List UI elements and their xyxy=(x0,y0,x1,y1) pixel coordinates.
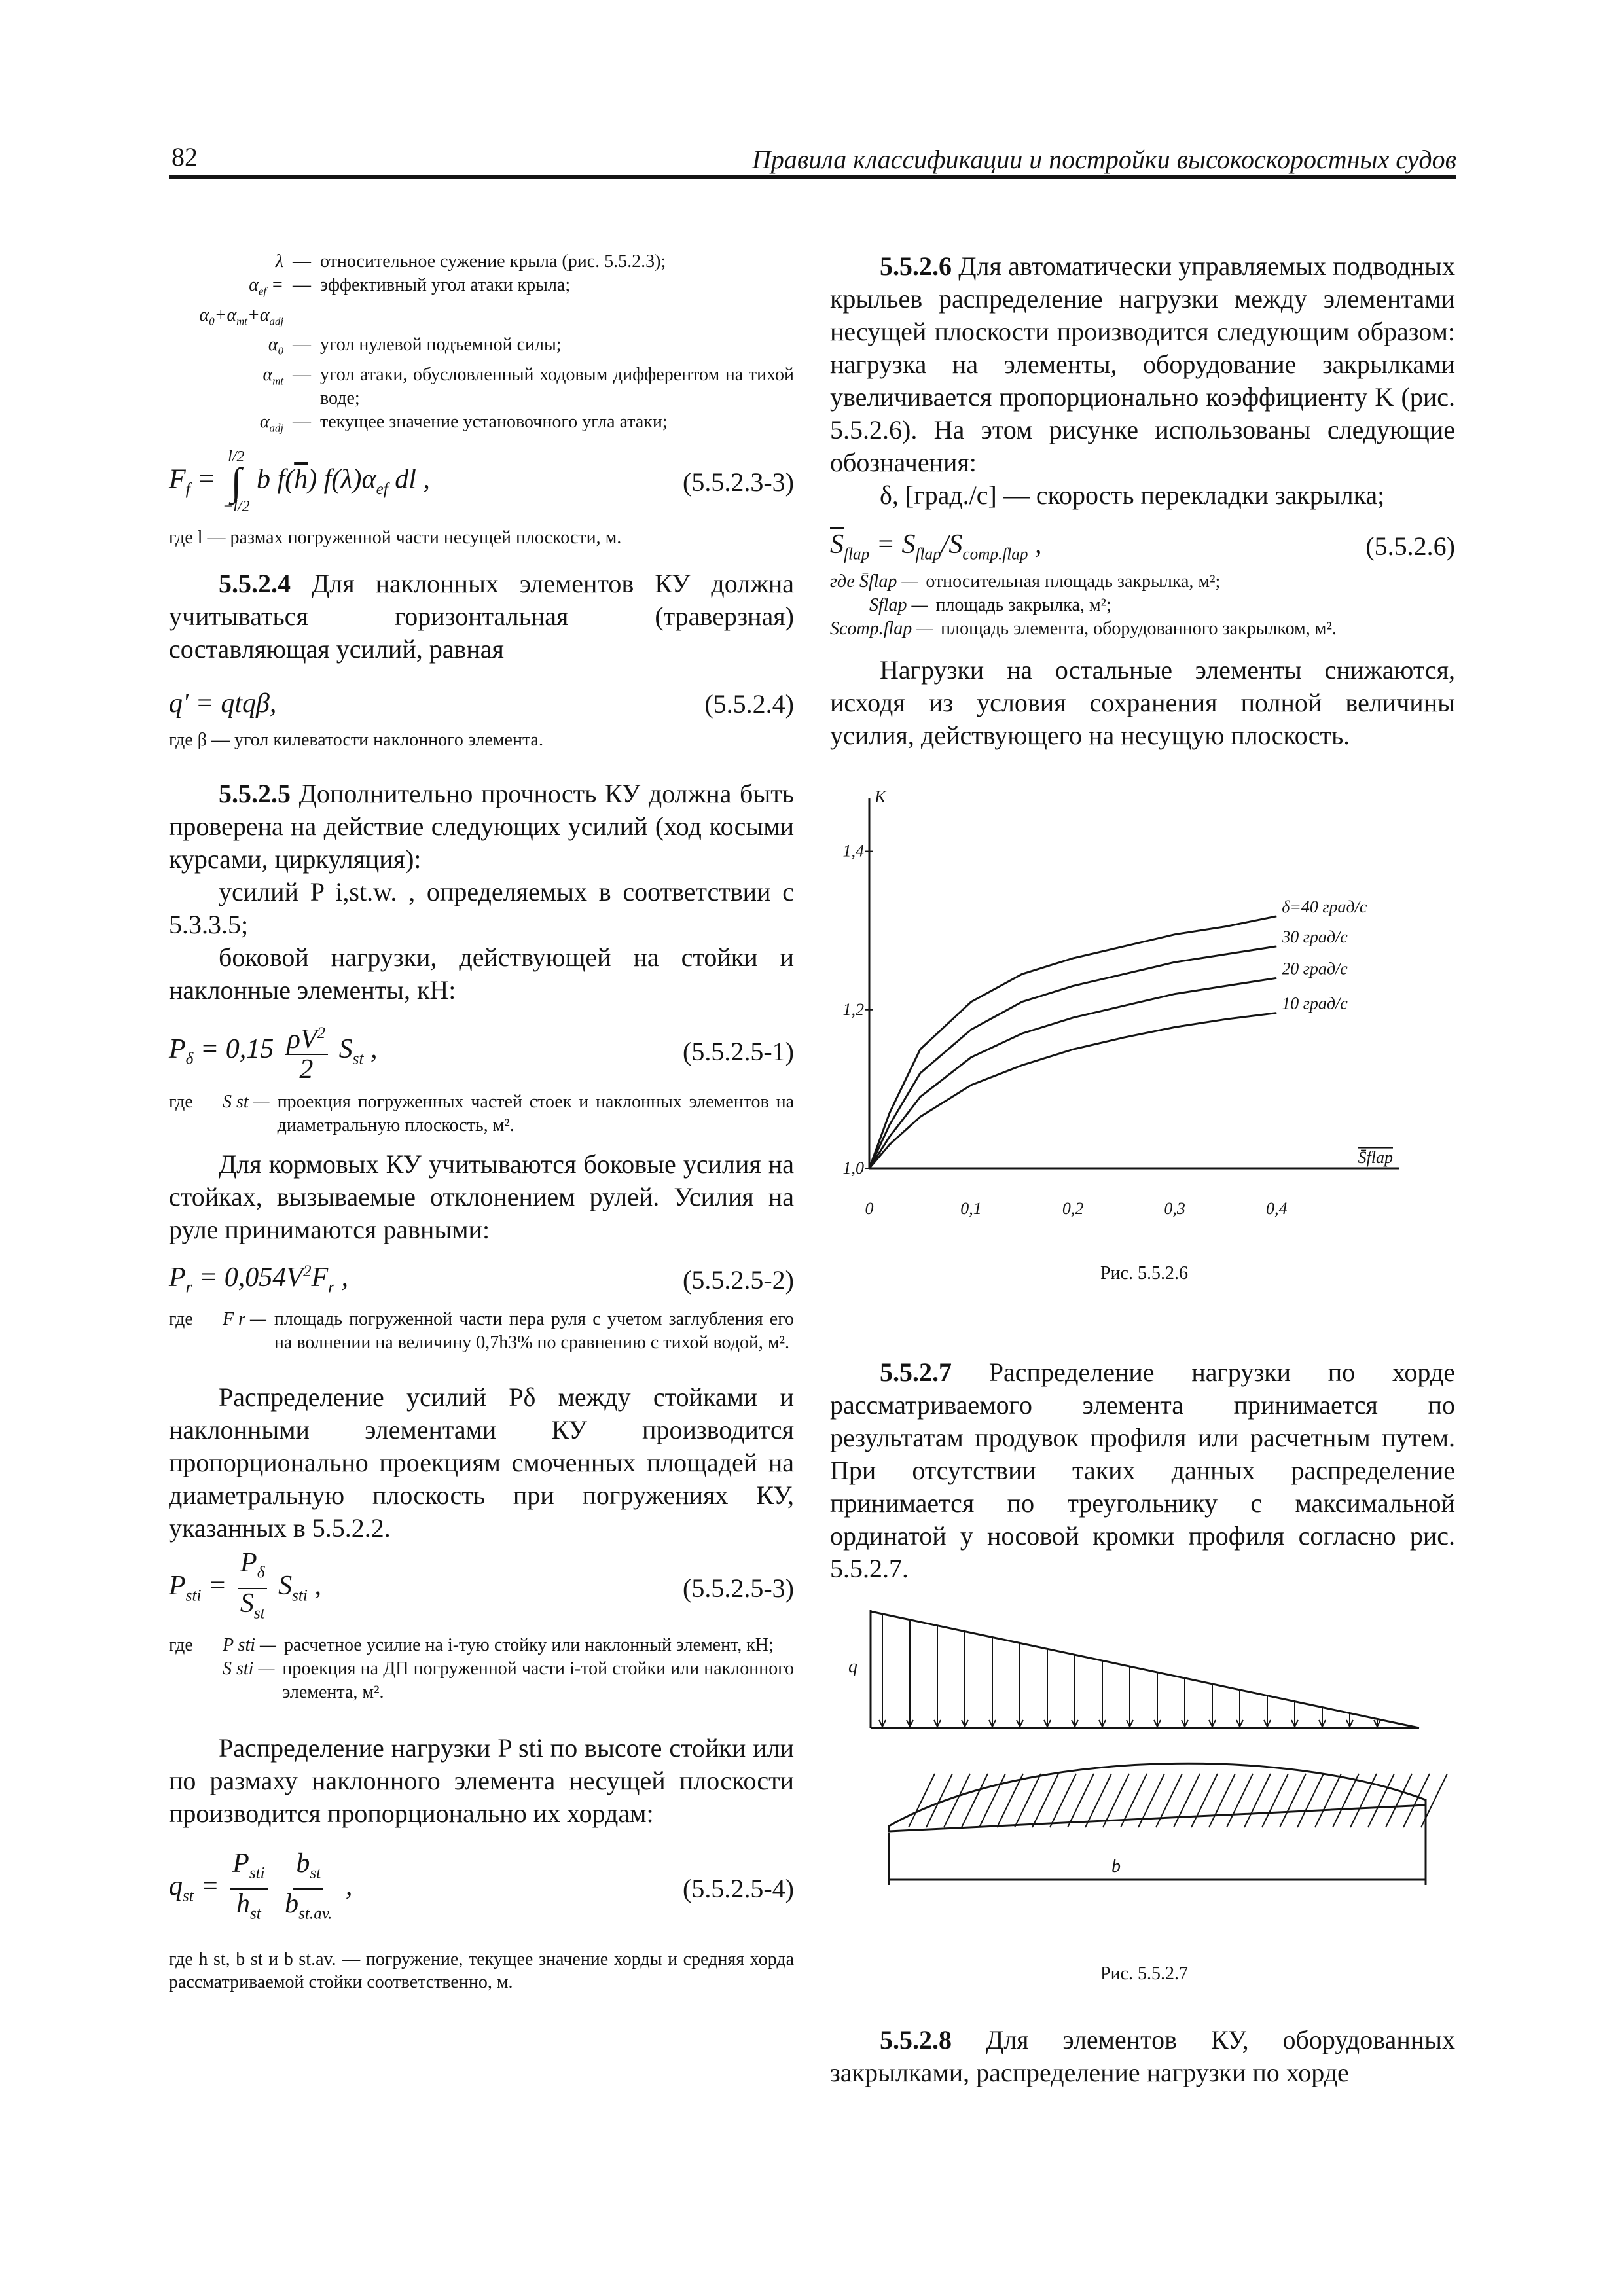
list-item: усилий P i,st.w. , определяемых в соответствии с 5.3.3.5; xyxy=(169,877,794,940)
formula-where: где S st — проекция погруженных частей стоек и наклонных элементов на диаметральную плоскость, м². xyxy=(169,1092,794,1136)
formula-5-5-2-5-2: $P_r = 0,054V^2F_r$ , (5.5.2.5-2) xyxy=(169,1263,794,1297)
y-axis-label: K xyxy=(875,787,886,806)
def-row: $\alpha_{ef} = \alpha_0+\alpha_{mt}+\alpha_{adj}$ — эффективный угол атаки крыла; xyxy=(199,275,571,328)
section-5-5-2-7-block xyxy=(830,1356,1455,1585)
paragraph: Для кормовых КУ учитываются боковые усилия на стойках, вызываемые отклонением рулей. Усилия на руле принимаются равными: xyxy=(169,1149,794,1245)
paragraph: δ, [град./с] — скорость перекладки закрылка; xyxy=(880,480,1385,510)
series-label: 30 град/с xyxy=(1282,927,1348,946)
formula-where: где β — угол килеватости наклонного элемента. xyxy=(169,730,543,751)
running-title: Правила классификации и постройки высокоскоростных судов xyxy=(752,145,1456,174)
series-label: δ=40 град/с xyxy=(1282,897,1367,916)
series-label: 10 град/с xyxy=(1282,994,1348,1013)
formula-where: где S̄flap — относительная площадь закрылка, м²; Sflap — площадь закрылка, м²; Scomp.flap — площадь элемента, оборудованного закрылком, м². xyxy=(830,571,1337,639)
x-tick-label: 0,2 xyxy=(1062,1199,1084,1217)
formula-where: где F r — площадь погруженной части пера руля с учетом заглубления его на волнении на величину 0,7h3% по сравнению с тихой водой, м². xyxy=(169,1308,794,1353)
load-label-q: q xyxy=(848,1657,857,1677)
header-rule xyxy=(169,175,1456,179)
x-axis-label: S̄flap xyxy=(1358,1148,1393,1167)
left-column xyxy=(169,250,794,1994)
series-label: 20 град/с xyxy=(1282,959,1348,978)
y-tick-label: 1,4 xyxy=(842,841,864,861)
formula-5-5-2-6: $\overline{S}_{flap} = S_{flap}/S_{comp.flap}$ , (5.5.2.6) xyxy=(830,529,1455,564)
x-tick-label: 0,3 xyxy=(1164,1199,1185,1217)
def-row: $\alpha_{mt}$ — угол атаки, обусловленный ходовым дифферентом на тихой воде; xyxy=(262,364,794,408)
section-5-5-2-6: 5.5.2.6 Для автоматически управляемых подводных крыльев распределение нагрузки между элементами несущей плоскости производится следующим образом: нагрузка на элементы, оборудование закрылками увеличивается пропорционально коэффициенту K (рис. 5.5.2.6). На этом рисунке использованы следующие обозначения: xyxy=(830,251,1456,477)
load-envelope xyxy=(871,1611,1419,1728)
figure-caption: Рис. 5.5.2.7 xyxy=(1100,1964,1188,1984)
def-row: $\alpha_{adj}$ — текущее значение установочного угла атаки; xyxy=(259,411,668,435)
formula-5-5-2-5-1: $P_\delta = 0,15$ $\frac{\rho V^2}{2}$ $S_{st}$ , (5.5.2.5-1) xyxy=(169,1020,794,1083)
x-tick-label: 0,1 xyxy=(960,1199,982,1217)
paragraph: Распределение нагрузки P sti по высоте стойки или по размаху наклонного элемента несущей плоскости производится пропорционально их хордам: xyxy=(169,1732,794,1828)
formula-5-5-2-4: q' = qtqβ, (5.5.2.4) xyxy=(169,689,794,719)
series-line xyxy=(869,978,1276,1168)
definitions-top xyxy=(169,250,794,440)
list-item: боковой нагрузки, действующей на стойки и наклонные элементы, кН: xyxy=(169,942,794,1005)
series-line xyxy=(869,1013,1276,1168)
figure-5-5-2-7 xyxy=(830,1597,1458,1937)
def-row: $\alpha_0$ — угол нулевой подъемной силы; xyxy=(268,334,562,357)
series-line xyxy=(869,946,1276,1168)
formula-where: где l — размах погруженной части несущей плоскости, м. xyxy=(169,528,622,548)
y-tick-label: 1,2 xyxy=(842,999,864,1019)
section-5-5-2-8-block xyxy=(830,2024,1455,2089)
page-number: 82 xyxy=(171,142,198,171)
section-5-5-2-4: 5.5.2.4 Для наклонных элементов КУ должна учитываться горизонтальная (траверзная) составляющая усилий, равная xyxy=(169,569,795,664)
formula-5-5-2-5-3: $P_{sti}$ = $\frac{P_\delta}{S_{st}}$ $S_{sti}$ , (5.5.2.5-3) xyxy=(169,1548,794,1623)
def-row: λ — относительное сужение крыла (рис. 5.5.2.3); xyxy=(275,251,666,272)
series-line xyxy=(869,916,1276,1168)
formula-where: где P sti — расчетное усилие на i-тую стойку или наклонный элемент, кН; xyxy=(169,1634,774,1655)
formula-where: где h st, b st и b st.av. — погружение, текущее значение хорды и средняя хорда рассматриваемой стойки соответственно, м. xyxy=(169,1948,794,1992)
figure-5-5-2-6-chart xyxy=(830,785,1458,1217)
x-tick-label: 0,4 xyxy=(1265,1199,1288,1217)
right-column xyxy=(830,250,1455,752)
formula-5-5-2-5-4: $q_{st}$ = $\frac{P_{sti}}{h_{st}}$ $\frac{b_{st}}{b_{st.av.}}$ , (5.5.2.5-4) xyxy=(169,1848,794,1923)
paragraph: Нагрузки на остальные элементы снижаются, исходя из условия сохранения полной величины усилия, действующего на несущую плоскость. xyxy=(830,655,1455,751)
figure-caption: Рис. 5.5.2.6 xyxy=(1100,1263,1188,1283)
section-5-5-2-7: 5.5.2.7 Распределение нагрузки по хорде рассматриваемого элемента принимается по результатам продувок профиля или расчетным путем. При отсутствии таких данных распределение принимается по треугольнику с максимальной ординатой у носовой кромки профиля согласно рис. 5.5.2.7. xyxy=(830,1357,1456,1583)
x-tick-label: 0 xyxy=(865,1199,874,1217)
chord-label-b: b xyxy=(1111,1856,1121,1876)
section-5-5-2-5: 5.5.2.5 Дополнительно прочность КУ должна быть проверена на действие следующих усилий (ход косыми курсами, циркуляция): xyxy=(169,779,794,874)
formula-where: S sti — проекция на ДП погруженной части i-той стойки или наклонного элемента, м². xyxy=(223,1658,794,1702)
y-tick-label: 1,0 xyxy=(842,1158,864,1177)
formula-5-5-2-3-3: $F_f$ = l/2 ∫ −l/2 b $f(\overline{h})$ $f(\lambda)\alpha_{ef}$ dl , (5.5.2.3-3) xyxy=(169,448,794,516)
section-5-5-2-8: 5.5.2.8 Для элементов КУ, оборудованных закрылками, распределение нагрузки по хорде xyxy=(830,2025,1455,2087)
paragraph: Распределение усилий Pδ между стойками и наклонными элементами КУ производится пропорционально проекциям смоченных площадей на диаметральную плоскость при погружениях КУ, указанных в 5.5.2.2. xyxy=(169,1382,794,1543)
